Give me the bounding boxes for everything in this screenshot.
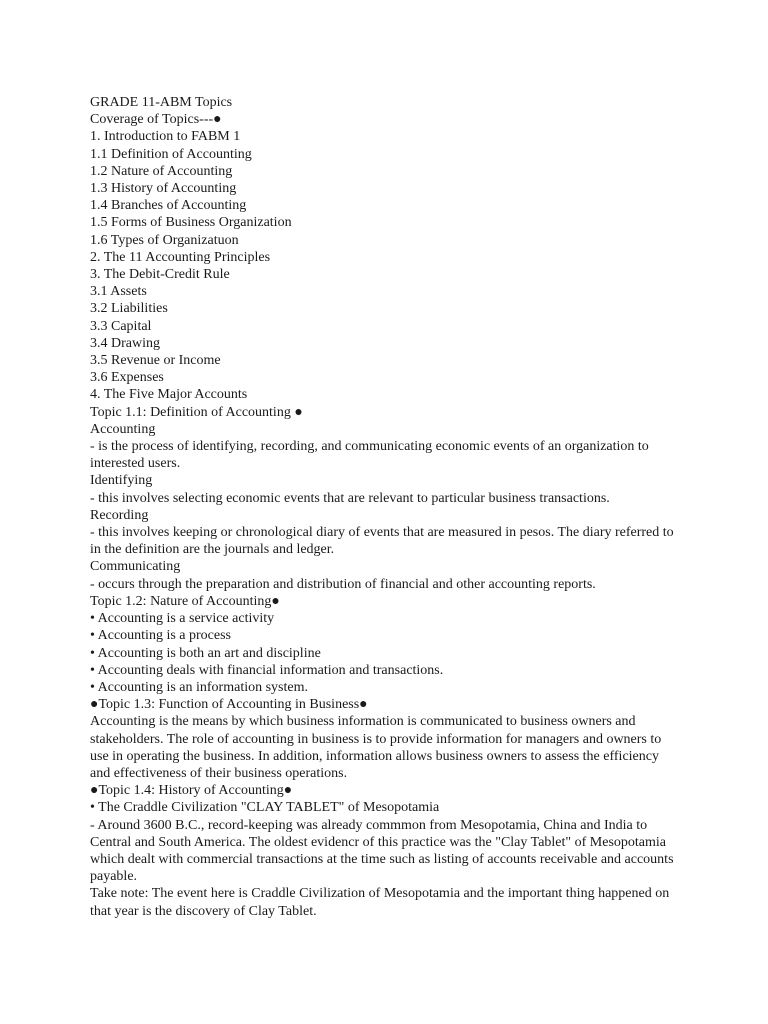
section-body: Accounting is the means by which business information is communicated to business owners and stakeholders. The role of accounting in business is to provide information for managers and owners to use in operating the business. In addition, information allows business owners to assess the efficiency and effectiveness of their business operations.	[90, 714, 662, 781]
term-identifying: Identifying	[90, 473, 153, 489]
topics-list	[90, 128, 680, 403]
topic-item: 3.6 Expenses	[90, 370, 164, 386]
topic-item: 2. The 11 Accounting Principles	[90, 249, 271, 265]
topic-item: 3.5 Revenue or Income	[90, 353, 221, 369]
bullet-item: • Accounting is both an art and discipline	[90, 645, 321, 661]
topic-item: 1.2 Nature of Accounting	[90, 163, 233, 179]
bullet-item: • The Craddle Civilization "CLAY TABLET" of Mesopotamia	[90, 800, 440, 816]
definition-communicating: - occurs through the preparation and distribution of financial and other accounting reports.	[90, 576, 596, 592]
section-heading: ●Topic 1.4: History of Accounting●	[90, 783, 293, 799]
topic-item: 1.3 History of Accounting	[90, 181, 237, 197]
topic-item: 3.3 Capital	[90, 318, 152, 334]
section-heading: Topic 1.1: Definition of Accounting ●	[90, 404, 303, 420]
topic-item: 1. Introduction to FABM 1	[90, 129, 241, 145]
section-heading: Topic 1.2: Nature of Accounting●	[90, 593, 280, 609]
definition-identifying: - this involves selecting economic events that are relevant to particular business transactions.	[90, 490, 610, 506]
topic-item: 3.2 Liabilities	[90, 301, 168, 317]
document-page	[90, 94, 680, 920]
section-heading: ●Topic 1.3: Function of Accounting in Business●	[90, 697, 368, 713]
section-topic-1-2	[90, 593, 680, 696]
topic-item: 1.4 Branches of Accounting	[90, 198, 247, 214]
topic-item: 3.4 Drawing	[90, 335, 160, 351]
section-topic-1-1	[90, 404, 680, 593]
topic-item: 1.1 Definition of Accounting	[90, 146, 252, 162]
take-note: Take note: The event here is Craddle Civilization of Mesopotamia and the important thing happened on that year is the discovery of Clay Tablet.	[90, 886, 670, 919]
section-topic-1-4	[90, 782, 680, 920]
topic-item: 4. The Five Major Accounts	[90, 387, 248, 403]
bullet-item: • Accounting is a process	[90, 628, 231, 644]
term-accounting: Accounting	[90, 421, 156, 437]
term-communicating: Communicating	[90, 559, 181, 575]
term-recording: Recording	[90, 507, 149, 523]
topic-item: 3. The Debit-Credit Rule	[90, 267, 230, 283]
document-title: GRADE 11-ABM Topics	[90, 95, 233, 110]
bullet-item: • Accounting is a service activity	[90, 611, 275, 627]
topic-item: 1.6 Types of Organizatuon	[90, 232, 239, 248]
section-body: - Around 3600 B.C., record-keeping was already commmon from Mesopotamia, China and India to Central and South America. The oldest evidencr of this practice was the "Clay Tablet" of Mesopotamia which dealt with commercial transactions at the time such as listing of accounts receivable and accounts payable.	[90, 817, 674, 885]
section-topic-1-3	[90, 696, 680, 782]
topic-item: 3.1 Assets	[90, 284, 147, 300]
bullet-item: • Accounting deals with financial information and transactions.	[90, 662, 444, 678]
topic-item: 1.5 Forms of Business Organization	[90, 215, 292, 231]
bullet-item: • Accounting is an information system.	[90, 679, 308, 695]
definition-recording: - this involves keeping or chronological diary of events that are measured in pesos. The diary referred to in the definition are the journals and ledger.	[90, 525, 674, 558]
coverage-heading: Coverage of Topics---●	[90, 112, 222, 128]
definition-accounting: - is the process of identifying, recording, and communicating economic events of an organization to interested users.	[90, 439, 649, 472]
